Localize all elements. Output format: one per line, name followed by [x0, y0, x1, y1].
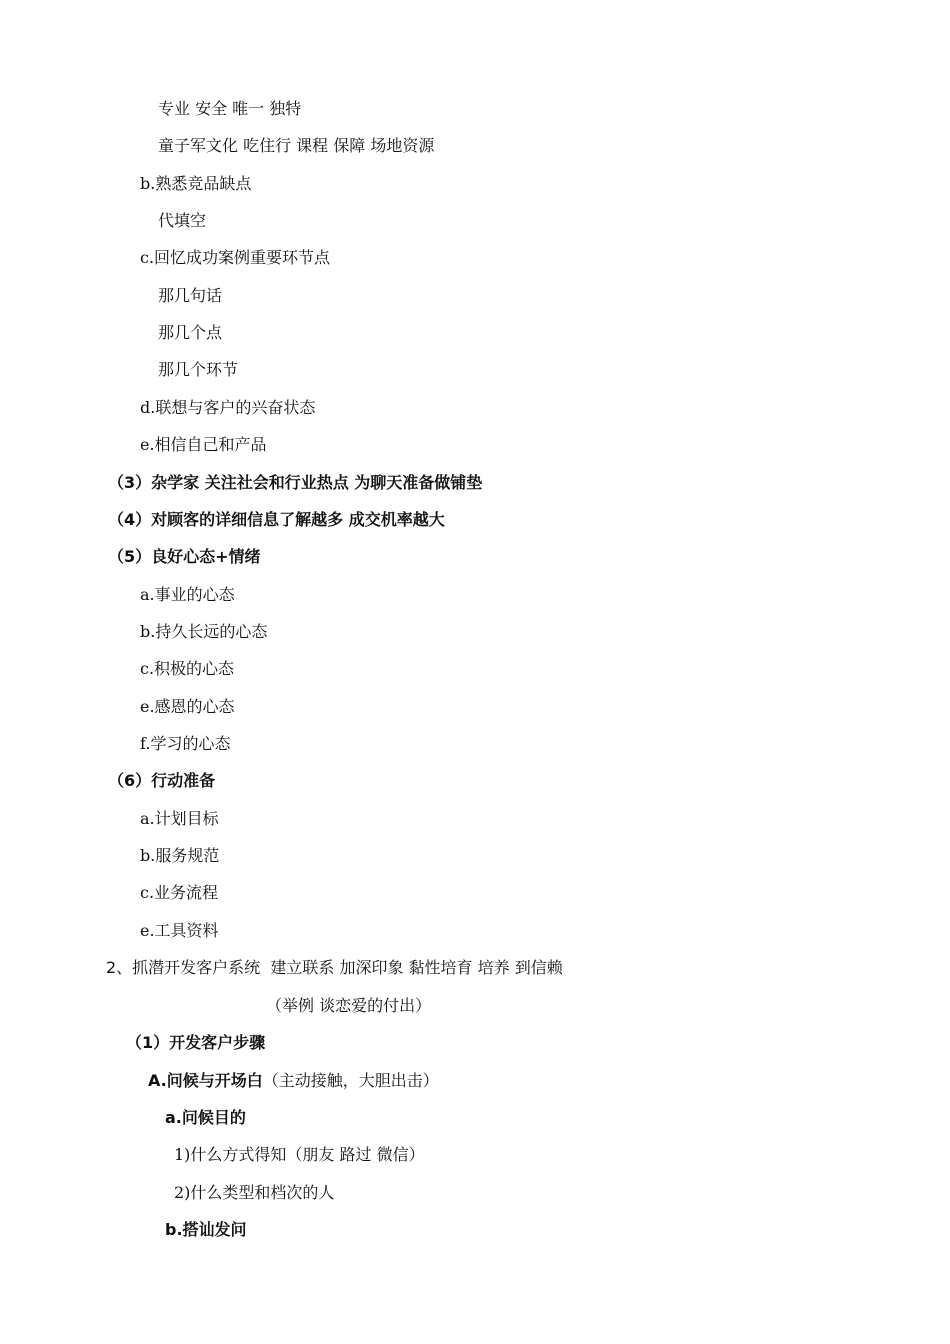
- text-line: 专业 安全 唯一 独特: [158, 99, 302, 118]
- text-line: 童子军文化 吃住行 课程 保障 场地资源: [158, 136, 435, 155]
- list-item: b.熟悉竞品缺点: [140, 174, 252, 193]
- list-item: 1)什么方式得知（朋友 路过 微信）: [174, 1145, 425, 1164]
- subsection-note: （主动接触，大胆出击）: [262, 1071, 439, 1090]
- subsection-heading: b.搭讪发问: [165, 1220, 247, 1239]
- list-item: 2)什么类型和档次的人: [174, 1183, 335, 1202]
- list-item: a.计划目标: [140, 809, 219, 828]
- list-item: e.工具资料: [140, 921, 219, 940]
- section-heading: （5）良好心态+情绪: [108, 547, 261, 566]
- list-item: c.回忆成功案例重要环节点: [140, 248, 331, 267]
- section-heading: （1）开发客户步骤: [126, 1033, 266, 1052]
- text-line: （举例 谈恋爱的付出）: [266, 996, 432, 1015]
- list-item: e.相信自己和产品: [140, 435, 267, 454]
- subsection-title: A.问候与开场白: [148, 1071, 263, 1090]
- list-item: b.服务规范: [140, 846, 220, 865]
- text-line: 那几个环节: [158, 360, 239, 379]
- text-line: 代填空: [158, 211, 207, 230]
- section-heading: （4）对顾客的详细信息了解越多 成交机率越大: [108, 510, 445, 529]
- list-item: c.业务流程: [140, 883, 219, 902]
- list-item: f.学习的心态: [140, 734, 231, 753]
- list-item: b.持久长远的心态: [140, 622, 268, 641]
- text-line: 那几个点: [158, 323, 223, 342]
- list-item: c.积极的心态: [140, 659, 235, 678]
- section-heading: （6）行动准备: [108, 771, 216, 790]
- list-item: d.联想与客户的兴奋状态: [140, 398, 316, 417]
- section-heading: （3）杂学家 关注社会和行业热点 为聊天准备做铺垫: [108, 473, 483, 492]
- list-item: a.事业的心态: [140, 585, 235, 604]
- text-line: 那几句话: [158, 286, 223, 305]
- list-item: e.感恩的心态: [140, 697, 235, 716]
- subsection-heading: a.问候目的: [165, 1108, 246, 1127]
- chapter-heading: 2、抓潜开发客户系统 建立联系 加深印象 黏性培育 培养 到信赖: [106, 958, 563, 977]
- subsection-heading: [148, 1071, 439, 1091]
